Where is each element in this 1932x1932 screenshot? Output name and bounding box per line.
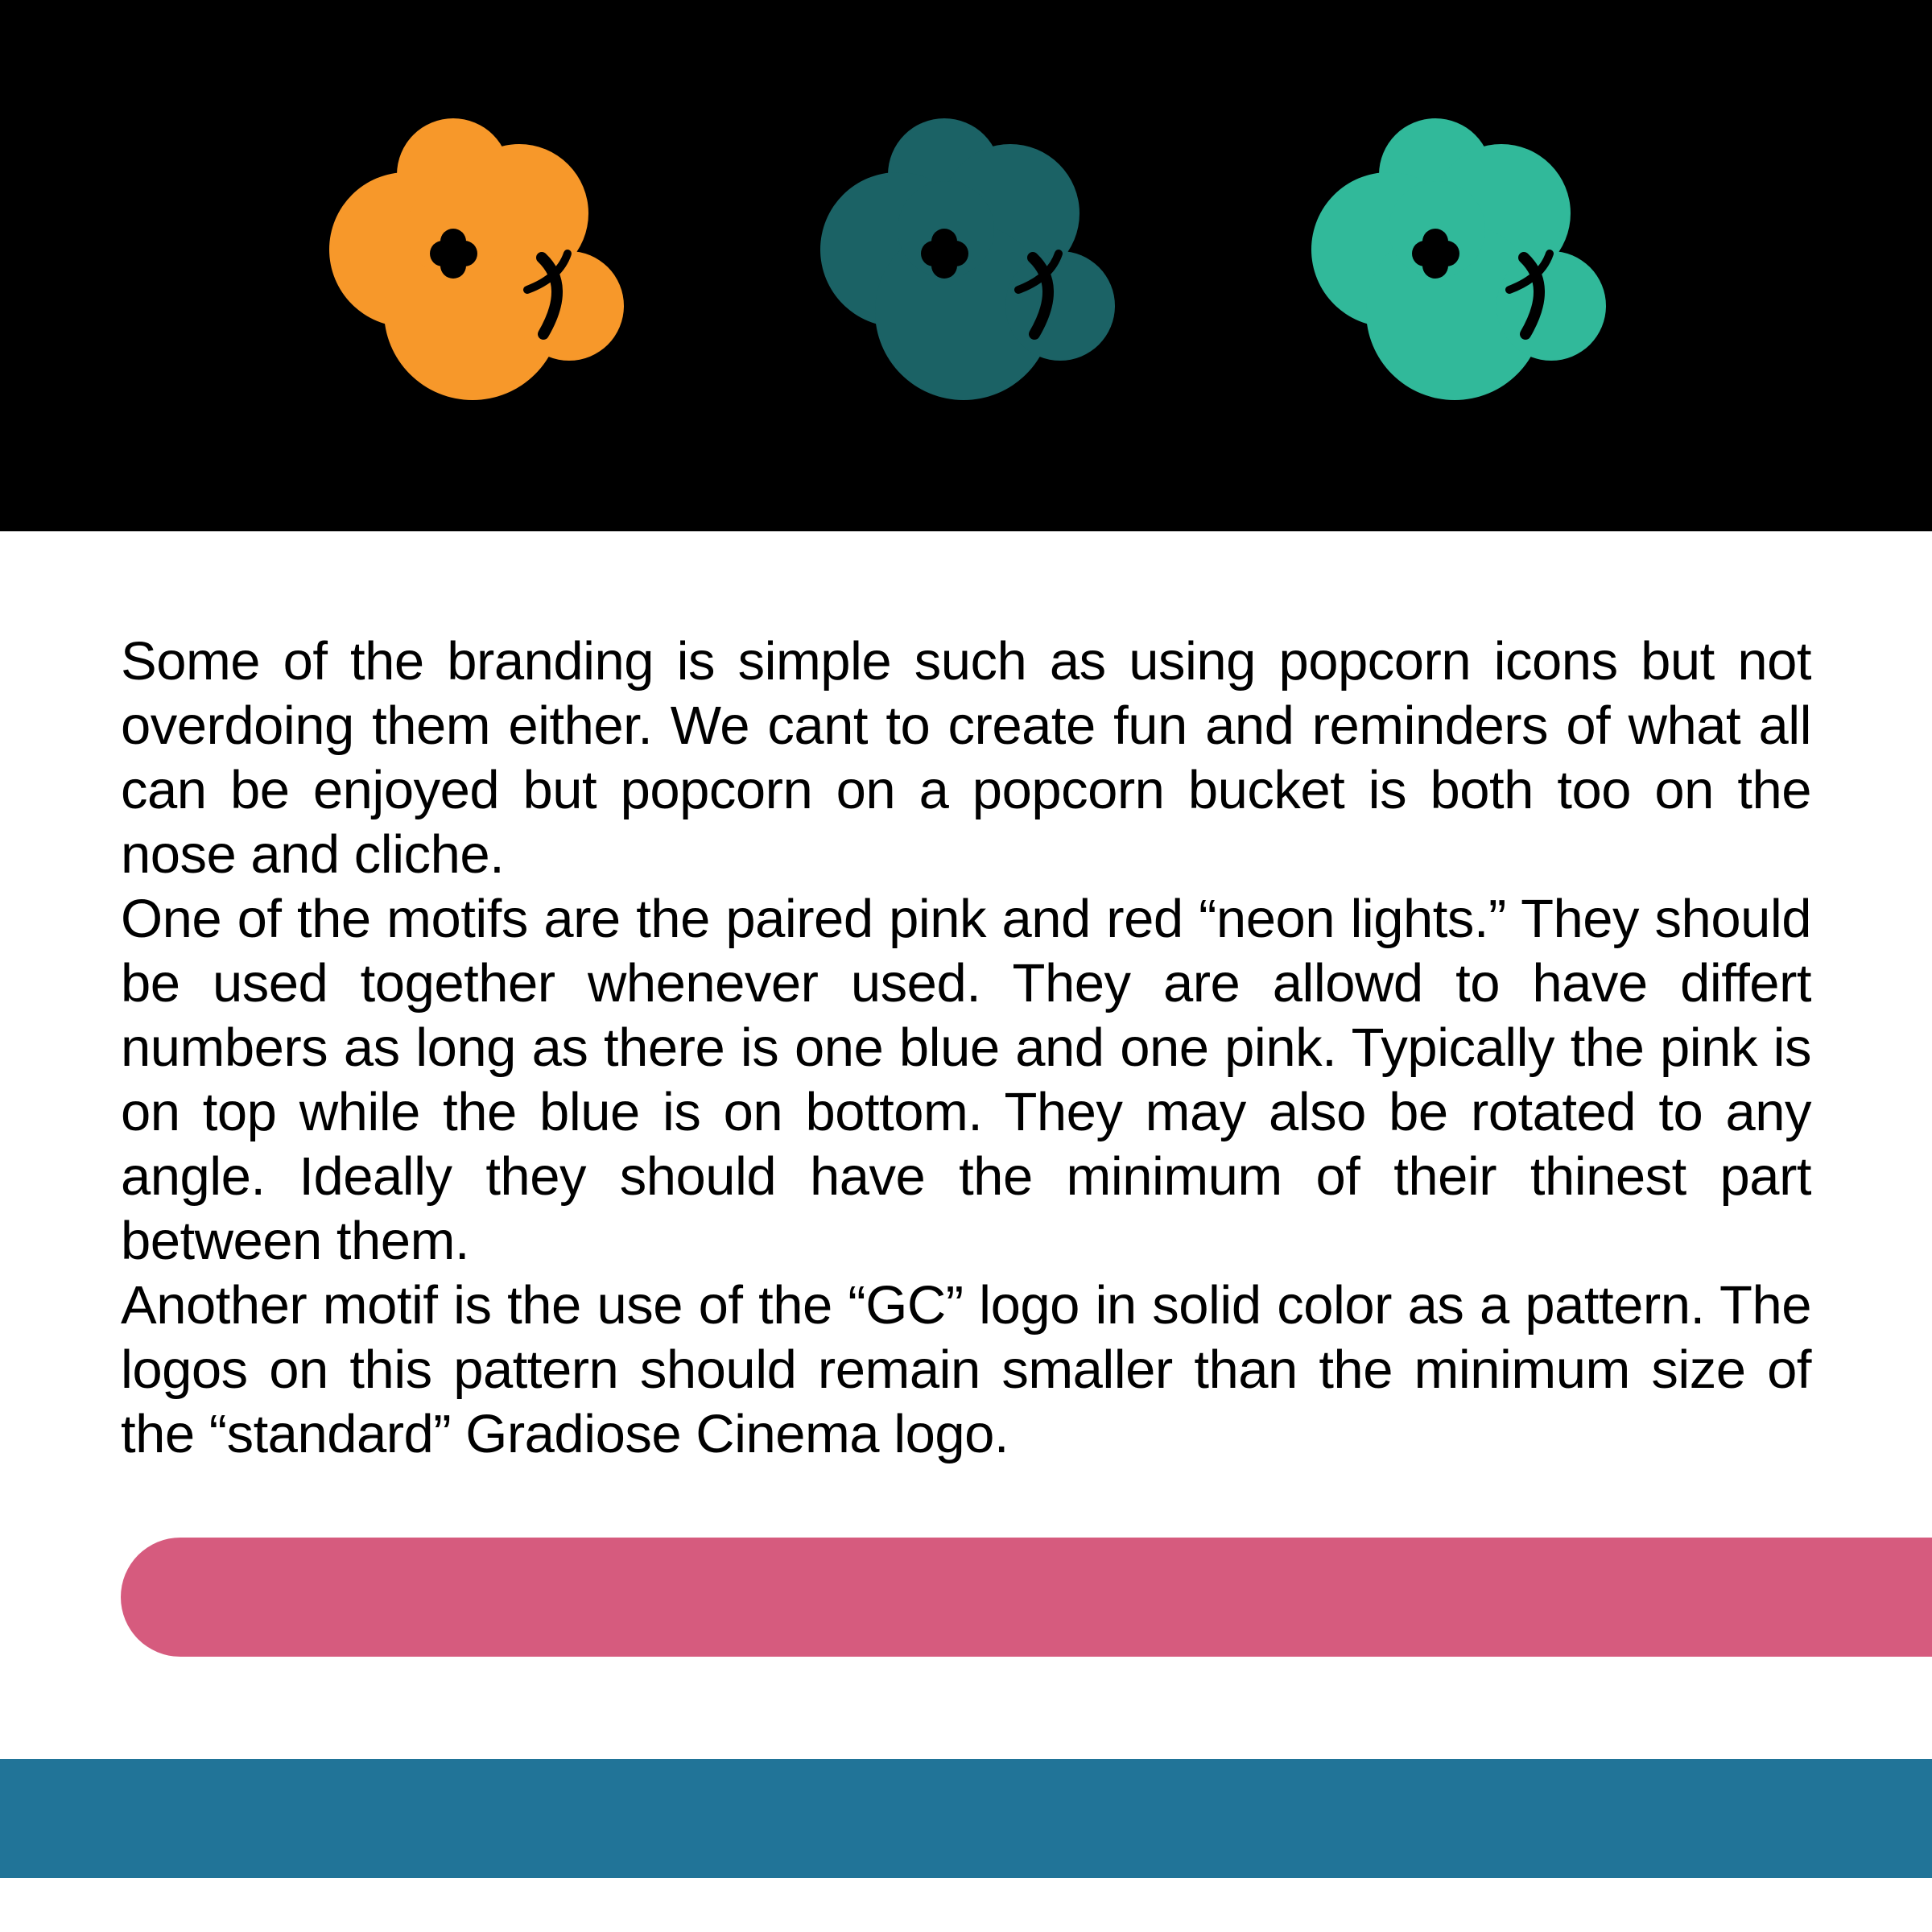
popcorn-icon-orange — [326, 117, 624, 407]
icon-showcase-band — [0, 0, 1932, 531]
paragraph-neon-lights: One of the motifs are the paired pink and red “neon lights.” They should be used together whenever used. They are allowd to have differt numbers as long as there is one blue and one pink. Typically the pink is on top while the blue is on bottom. They may also be rotated to any angle. Ideally they should have the minimum of their thinest part between them. — [121, 889, 1811, 1271]
popcorn-icon-orange-graphic — [326, 117, 624, 407]
neon-light-pink-bar — [121, 1538, 1932, 1657]
popcorn-icon-dark-teal-graphic — [817, 117, 1115, 407]
guideline-text — [121, 630, 1811, 1467]
paragraph-gc-logo-pattern: Another motif is the use of the “GC” logo in solid color as a pattern. The logos on this pattern should remain smaller than the minimum size of the “standard” Gradiose Cinema logo. — [121, 1275, 1811, 1464]
popcorn-icon-dark-teal — [817, 117, 1115, 407]
paragraph-popcorn-icons: Some of the branding is simple such as using popcorn icons but not overdoing them either. We cant to create fun and reminders of what all can be enjoyed but popcorn on a popcorn bucket is both too on the nose and cliche. — [121, 631, 1811, 885]
popcorn-icon-mint — [1308, 117, 1606, 407]
popcorn-icon-mint-graphic — [1308, 117, 1606, 407]
neon-light-blue-bar — [0, 1759, 1932, 1878]
